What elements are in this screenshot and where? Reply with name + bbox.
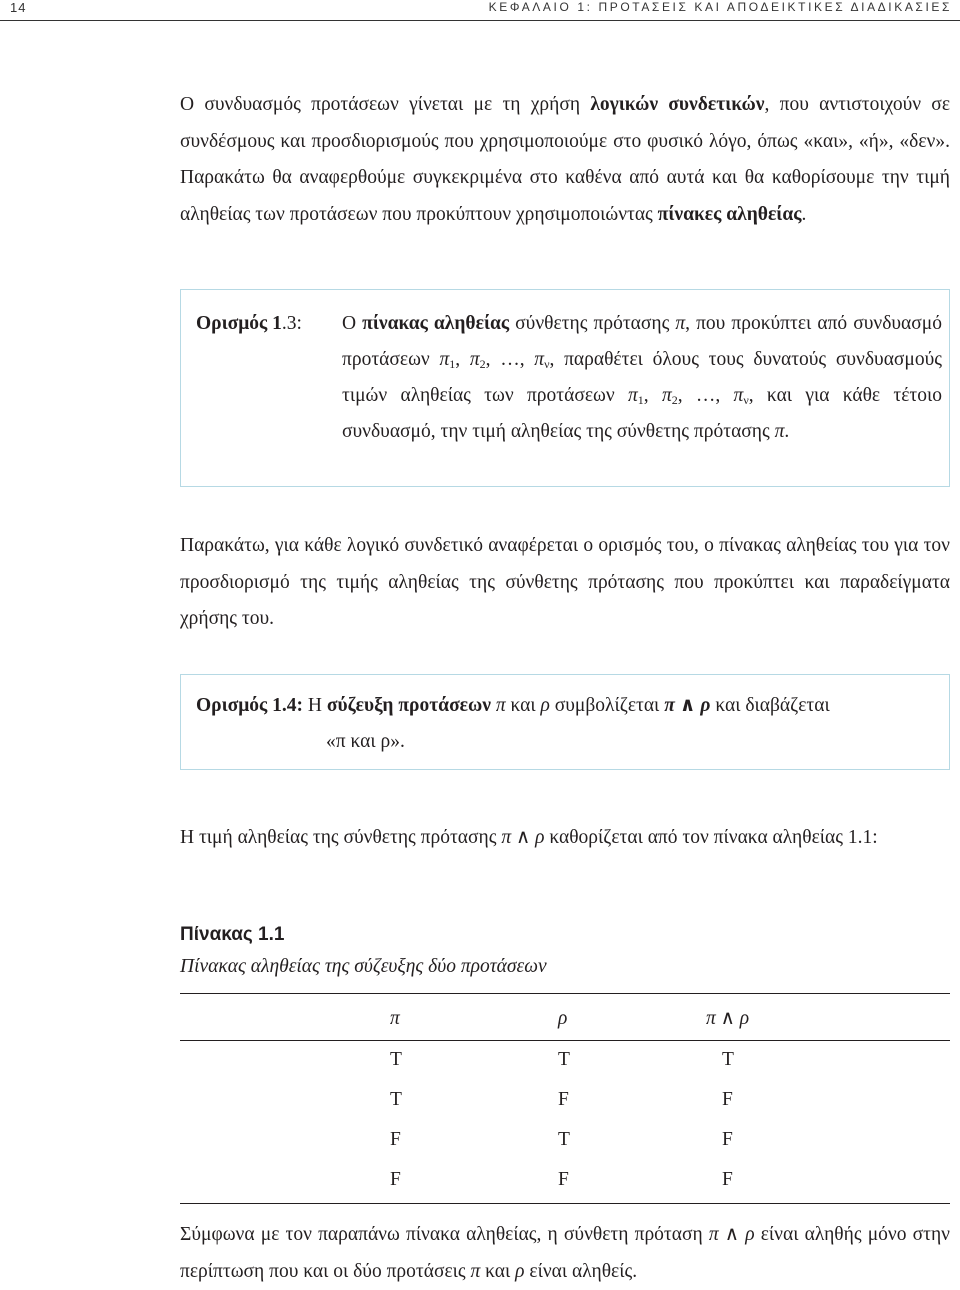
table-cell: F: [390, 1129, 401, 1150]
conjunction-expression: π ∧ ρ: [708, 1224, 755, 1245]
subscript-2: 2: [671, 393, 678, 407]
conclusion-paragraph: [180, 1217, 950, 1290]
table-header-pi: π: [390, 1008, 400, 1029]
table-cell: T: [390, 1089, 402, 1110]
definition-1-4-text: [196, 688, 941, 724]
conjunction-expression: π ∧ ρ: [664, 695, 711, 716]
pi-symbol: π: [439, 349, 450, 370]
conjunction-expression: π ∧ ρ: [501, 827, 545, 848]
intro-text-1: Ο συνδυασμός προτάσεων γίνεται με τη χρήση: [180, 94, 591, 115]
truth-value-paragraph: [180, 820, 950, 857]
table-caption: Πίνακας αληθείας της σύζευξης δύο προτάσεων: [180, 956, 547, 977]
def14-text: συμβολίζεται: [549, 695, 665, 716]
table-cell: F: [390, 1169, 401, 1190]
definition-label-text: Ορισμός 1: [196, 313, 282, 334]
def14-text: και: [505, 695, 541, 716]
para3-text: Η τιμή αληθείας της σύνθετης πρότασης: [180, 827, 502, 848]
table-cell: F: [558, 1169, 569, 1190]
table-cell: F: [722, 1089, 733, 1110]
subscript-nu: ν: [743, 393, 749, 407]
table-cell: T: [558, 1129, 570, 1150]
def13-text: σύνθετης πρότασης: [509, 313, 676, 334]
table-cell: F: [722, 1169, 733, 1190]
subscript-1: 1: [637, 393, 644, 407]
table-header-rho: ρ: [558, 1008, 568, 1029]
table-title: Πίνακας 1.1: [180, 924, 285, 945]
def13-text: Ο: [342, 313, 363, 334]
pi-symbol: π: [534, 349, 545, 370]
def13-text: , που προκύπτει από συνδυασμό προτάσεων: [342, 313, 942, 370]
def14-text: και διαβάζεται: [710, 695, 830, 716]
comma: ,: [455, 349, 470, 370]
period: .: [784, 421, 790, 442]
def13-text: , και για κάθε τέτοιο συνδυασμό, την τιμή αληθείας της σύνθετης πρότασης: [342, 385, 942, 442]
def14-bold-conjunction: σύζευξη προτάσεων: [326, 695, 491, 716]
pi-symbol: π: [675, 313, 686, 334]
intro-text-3: .: [801, 203, 807, 225]
intro-bold-truth-tables: πίνακες αληθείας: [657, 203, 802, 225]
definition-label-number: .3:: [281, 313, 302, 334]
pi-symbol: π: [470, 1260, 481, 1282]
rho-symbol: ρ: [540, 695, 550, 716]
ellipsis: , …,: [485, 349, 535, 370]
pi-symbol: π: [495, 695, 506, 716]
table-cell: T: [558, 1049, 570, 1070]
running-title: ΚΕΦΑΛΑΙΟ 1: ΠΡΟΤΑΣΕΙΣ ΚΑΙ ΑΠΟΔΕΙΚΤΙΚΕΣ ΔΙΑΔΙΚΑΣΙΕΣ: [488, 0, 952, 14]
table-header-rule: [180, 1040, 950, 1041]
subscript-1: 1: [449, 357, 456, 371]
table-cell: F: [722, 1129, 733, 1150]
conclusion-text: είναι αληθείς.: [524, 1260, 638, 1282]
intro-bold-connectives: λογικών συνδετικών: [590, 94, 765, 115]
definition-1-4-reading: «π και ρ».: [326, 731, 405, 752]
header-rule: [0, 20, 960, 21]
table-bottom-rule: [180, 1203, 950, 1204]
pi-symbol: π: [774, 421, 785, 442]
pi-symbol: π: [661, 385, 672, 406]
comma: ,: [643, 385, 662, 406]
table-cell: F: [558, 1089, 569, 1110]
conclusion-text: και: [480, 1260, 516, 1282]
intro-paragraph: [180, 87, 950, 233]
rho-symbol: ρ: [515, 1260, 525, 1282]
definition-1-3-text: [342, 306, 942, 450]
subscript-nu: ν: [544, 357, 550, 371]
subscript-2: 2: [479, 357, 486, 371]
def13-text: , παραθέτει όλους τους δυνατούς συνδυασμούς τιμών αληθείας των προτάσεων: [342, 349, 943, 406]
table-header-conjunction: π ∧ ρ: [706, 1008, 750, 1029]
page-number: 14: [10, 0, 27, 15]
table-cell: T: [722, 1049, 734, 1070]
page-header: [0, 0, 960, 22]
conclusion-text: Σύμφωνα με τον παραπάνω πίνακα αληθείας, η σύνθετη πρόταση: [180, 1224, 709, 1245]
intro-text-2: , που αντιστοιχούν σε συνδέσμους και προσδιορισμούς που χρησιμοποιούμε στο φυσικό λόγο, όπως «και», «ή», «δεν». Παρακάτω θα αναφερθούμε συγκεκριμένα στο καθένα από αυτά και θα καθορίσουμε την τιμή αληθείας των προτάσεων που προκύπτουν χρησιμοποιώντας: [180, 94, 951, 225]
pi-symbol: π: [733, 385, 744, 406]
explanation-paragraph: Παρακάτω, για κάθε λογικό συνδετικό αναφέρεται ο ορισμός του, ο πίνακας αληθείας του για τον προσδιορισμό της τιμής αληθείας της σύνθετης πρότασης που προκύπτει και παραδείγματα χρήσης του.: [180, 535, 950, 629]
conclusion-text: είναι αληθής μόνο στην περίπτωση που και οι δύο προτάσεις: [180, 1224, 951, 1282]
definition-1-4-label: Ορισμός 1.4:: [196, 695, 304, 716]
table-top-rule: [180, 993, 950, 994]
def14-text: Η: [303, 695, 327, 716]
ellipsis: , …,: [677, 385, 734, 406]
table-cell: T: [390, 1049, 402, 1070]
definition-1-3-label: [196, 306, 302, 342]
para3-text: καθορίζεται από τον πίνακα αληθείας 1.1:: [544, 827, 878, 848]
pi-symbol: π: [627, 385, 638, 406]
pi-symbol: π: [469, 349, 480, 370]
def13-bold-truth-table: πίνακας αληθείας: [362, 313, 510, 334]
